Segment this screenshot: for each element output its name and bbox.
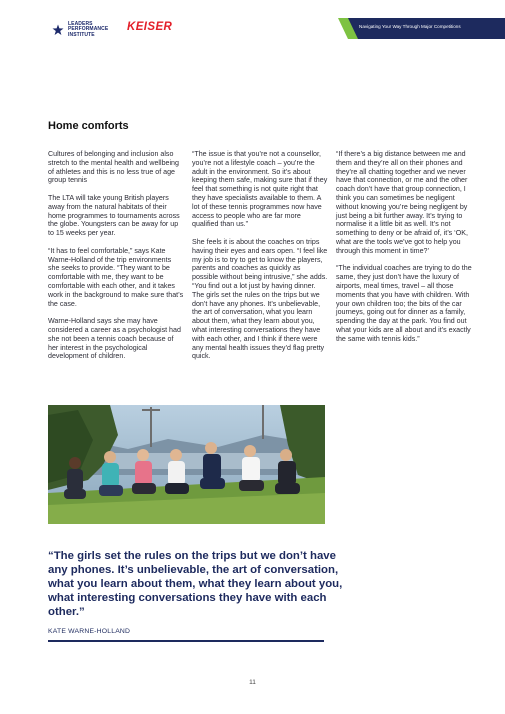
quote-attribution: KATE WARNE-HOLLAND [48,628,131,635]
page-header [0,0,505,60]
leaders-performance-institute-logo [52,22,108,38]
banner-title: Navigating Your Way Through Major Competitions [359,24,461,29]
page-number: 11 [249,679,256,686]
lpi-star-icon [52,24,64,36]
pull-quote: “The girls set the rules on the trips but we don’t have any phones. It’s unbelievable, the art of conversation, what you learn about them, what they learn about you, what interesting conversations they have with each other.” [48,550,343,618]
group-photo-illustration [48,405,325,524]
article-column-3 [336,150,472,352]
group-photo [48,405,325,524]
lpi-logo-line: PERFORMANCE [68,26,109,33]
paragraph: “It has to feel comfortable,” says Kate Warne-Holland of the trip environments she seeks to provide. “They want to be comfortable with me, they want to be comfortable with each other, and it takes work in the background to make sure that’s the case. [48,246,184,308]
paragraph: Warne-Holland says she may have considered a career as a psychologist had she not been a tennis coach because of her interest in the psychological development of children. [48,317,181,361]
lpi-logo-line: LEADERS [68,20,93,27]
paragraph: “If there’s a big distance between me and them and they’re all on their phones and they’re all chatting together and we never have that connection, or me and the other coach don’t have that group connection, I think you can sometimes be negligent without knowing you’re being negligent by just being a bit further away. It’s trying to normalise it a little bit as well. It’s not something to deny or be afraid of, it’s ‘OK, what are the tools we’ve got to help you through this moment in time?’ [336,150,468,255]
keiser-logo: KEISER [127,21,173,33]
quote-divider [48,640,324,642]
section-heading: Home comforts [48,120,129,132]
lpi-logo-line: INSTITUTE [68,31,95,38]
article-column-2 [192,150,328,370]
paragraph: The LTA will take young British players away from the natural habitats of their home programmes to tournaments across the globe. Youngsters can be away for up to 15 weeks per year. [48,193,180,238]
paragraph: She feels it is about the coaches on trips having their eyes and ears open. “I feel like my job is to try to get to know the players, parents and coaches as quickly as possible without being intrusive,” she adds. “You find out a lot just by having dinner. The girls set the rules on the trips but we don’t have any phones. It’s unbelievable, the art of conversation, what you learn about them, what they learn about you, what interesting conversations they have with each other, and I think if there were any mental health issues they’d flag pretty quick. [192,237,328,361]
lpi-logo-text [68,22,108,39]
paragraph: “The individual coaches are trying to do the same, they just don’t have the luxury of airports, meal times, travel – all those moments that you have with children. With your own children too; the bits of the car journeys, going out for dinner as a family, spending the day at the park. You find out what your kids are all about and it’s exactly the same with tennis kids.” [336,264,472,343]
paragraph: Cultures of belonging and inclusion also stretch to the mental health and wellbeing of athletes and this is no less true of age group tennis [48,150,179,185]
article-column-1 [48,150,184,370]
paragraph: “The issue is that you’re not a counsellor, you’re not a lifestyle coach – you’re the adult in the environment. So it’s about keeping them safe, making sure that if they feel that something is not quite right that they have specialists available to them. A lot of these tennis programmes now have access to people who are far more qualified than us.” [192,150,328,229]
